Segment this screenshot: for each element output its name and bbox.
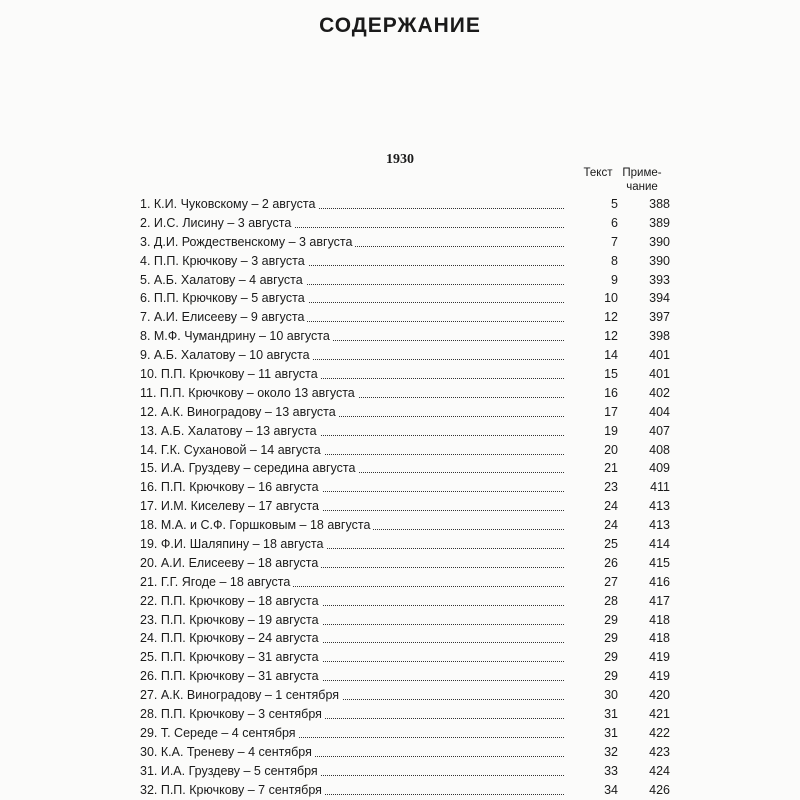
- entry-note-page: 413: [649, 518, 670, 533]
- contents-entry: [140, 327, 676, 346]
- entry-label: 18. М.А. и С.Ф. Горшковым – 18 августа: [140, 518, 373, 532]
- entry-note-page: 390: [649, 234, 670, 249]
- entry-text-page: 23: [604, 480, 618, 495]
- column-header-text: Текст: [583, 167, 613, 179]
- entry-label: 27. А.К. Виноградову – 1 сентября: [140, 688, 342, 702]
- entry-label: 24. П.П. Крючкову – 24 августа: [140, 631, 322, 645]
- entry-label: 3. Д.И. Рождественскому – 3 августа: [140, 235, 355, 249]
- entry-note-page: 397: [649, 310, 670, 325]
- contents-entry: [140, 441, 676, 460]
- contents-entry: [140, 271, 676, 290]
- contents-entry: [140, 743, 676, 762]
- entry-note-page: 418: [649, 631, 670, 646]
- entry-text-page: 30: [604, 688, 618, 703]
- entry-label: 28. П.П. Крючкову – 3 сентября: [140, 707, 325, 721]
- contents-entry: [140, 233, 676, 252]
- entry-note-page: 398: [649, 329, 670, 344]
- entry-text-page: 12: [604, 329, 618, 344]
- entry-text-page: 29: [604, 631, 618, 646]
- entry-note-page: 408: [649, 442, 670, 457]
- entry-label: 19. Ф.И. Шаляпину – 18 августа: [140, 537, 326, 551]
- contents-entry: [140, 629, 676, 648]
- entry-label: 16. П.П. Крючкову – 16 августа: [140, 480, 322, 494]
- contents-entry: [140, 781, 676, 800]
- entry-label: 2. И.С. Лисину – 3 августа: [140, 216, 294, 230]
- contents-entry: [140, 648, 676, 667]
- contents-entry: [140, 497, 676, 516]
- entry-note-page: 401: [649, 348, 670, 363]
- entry-text-page: 29: [604, 650, 618, 665]
- contents-entry: [140, 346, 676, 365]
- entry-text-page: 32: [604, 744, 618, 759]
- entry-note-page: 419: [649, 650, 670, 665]
- contents-entry: [140, 308, 676, 327]
- entry-label: 11. П.П. Крючкову – около 13 августа: [140, 386, 358, 400]
- entry-text-page: 15: [604, 367, 618, 382]
- entry-text-page: 9: [611, 272, 618, 287]
- entry-text-page: 24: [604, 518, 618, 533]
- contents-entry: [140, 384, 676, 403]
- contents-entry: [140, 459, 676, 478]
- entry-note-page: 422: [649, 725, 670, 740]
- entry-text-page: 7: [611, 234, 618, 249]
- entry-label: 29. Т. Середе – 4 сентября: [140, 726, 299, 740]
- contents-entry: [140, 422, 676, 441]
- entry-text-page: 10: [604, 291, 618, 306]
- entry-label: 23. П.П. Крючкову – 19 августа: [140, 613, 322, 627]
- contents-entry: [140, 705, 676, 724]
- page-title: СОДЕРЖАНИЕ: [319, 14, 481, 37]
- entry-text-page: 21: [604, 461, 618, 476]
- entry-note-page: 424: [649, 763, 670, 778]
- contents-entry: [140, 365, 676, 384]
- entry-note-page: 415: [649, 555, 670, 570]
- contents-entry: [140, 762, 676, 781]
- entry-note-page: 394: [649, 291, 670, 306]
- entry-note-page: 418: [649, 612, 670, 627]
- entry-text-page: 33: [604, 763, 618, 778]
- contents-entry: [140, 573, 676, 592]
- entry-label: 9. А.Б. Халатову – 10 августа: [140, 348, 313, 362]
- entry-label: 22. П.П. Крючкову – 18 августа: [140, 594, 322, 608]
- contents-list: [140, 195, 676, 800]
- contents-entry: [140, 686, 676, 705]
- entry-note-page: 390: [649, 253, 670, 268]
- contents-entry: [140, 554, 676, 573]
- entry-text-page: 25: [604, 537, 618, 552]
- entry-note-page: 407: [649, 423, 670, 438]
- contents-entry: [140, 516, 676, 535]
- entry-label: 4. П.П. Крючкову – 3 августа: [140, 254, 308, 268]
- entry-note-page: 420: [649, 688, 670, 703]
- entry-text-page: 31: [604, 725, 618, 740]
- entry-text-page: 16: [604, 385, 618, 400]
- entry-text-page: 14: [604, 348, 618, 363]
- entry-note-page: 393: [649, 272, 670, 287]
- entry-note-page: 413: [649, 499, 670, 514]
- entry-note-page: 401: [649, 367, 670, 382]
- entry-note-page: 402: [649, 385, 670, 400]
- entry-label: 5. А.Б. Халатову – 4 августа: [140, 273, 306, 287]
- column-header-note: Приме- чание: [622, 167, 662, 193]
- entry-note-page: 419: [649, 669, 670, 684]
- entry-label: 15. И.А. Груздеву – середина августа: [140, 461, 358, 475]
- entry-note-page: 411: [650, 480, 670, 495]
- entry-note-page: 414: [649, 537, 670, 552]
- entry-text-page: 24: [604, 499, 618, 514]
- entry-label: 8. М.Ф. Чумандрину – 10 августа: [140, 329, 333, 343]
- entry-label: 20. А.И. Елисееву – 18 августа: [140, 556, 321, 570]
- contents-entry: [140, 535, 676, 554]
- entry-note-page: 423: [649, 744, 670, 759]
- contents-entry: [140, 667, 676, 686]
- entry-label: 30. К.А. Треневу – 4 сентября: [140, 745, 315, 759]
- entry-text-page: 12: [604, 310, 618, 325]
- entry-text-page: 19: [604, 423, 618, 438]
- entry-label: 7. А.И. Елисееву – 9 августа: [140, 310, 307, 324]
- contents-entry: [140, 724, 676, 743]
- entry-text-page: 29: [604, 612, 618, 627]
- entry-label: 25. П.П. Крючкову – 31 августа: [140, 650, 322, 664]
- entry-note-page: 388: [649, 197, 670, 211]
- entry-label: 10. П.П. Крючкову – 11 августа: [140, 367, 321, 381]
- entry-text-page: 31: [604, 707, 618, 722]
- entry-note-page: 421: [649, 707, 670, 722]
- entry-note-page: 426: [649, 782, 670, 797]
- contents-entry: [140, 214, 676, 233]
- entry-label: 31. И.А. Груздеву – 5 сентября: [140, 764, 321, 778]
- entry-label: 13. А.Б. Халатову – 13 августа: [140, 424, 320, 438]
- entry-note-page: 409: [649, 461, 670, 476]
- entry-text-page: 29: [604, 669, 618, 684]
- contents-entry: [140, 289, 676, 308]
- entry-label: 26. П.П. Крючкову – 31 августа: [140, 669, 322, 683]
- entry-text-page: 5: [611, 197, 618, 211]
- entry-note-page: 417: [649, 593, 670, 608]
- entry-text-page: 6: [611, 215, 618, 230]
- year-heading: 1930: [386, 152, 414, 167]
- entry-label: 12. А.К. Виноградову – 13 августа: [140, 405, 339, 419]
- contents-entry: [140, 195, 676, 214]
- entry-label: 14. Г.К. Сухановой – 14 августа: [140, 443, 324, 457]
- entry-text-page: 26: [604, 555, 618, 570]
- entry-label: 1. К.И. Чуковскому – 2 августа: [140, 197, 318, 211]
- entry-note-page: 389: [649, 215, 670, 230]
- entry-text-page: 8: [611, 253, 618, 268]
- entry-label: 6. П.П. Крючкову – 5 августа: [140, 291, 308, 305]
- contents-entry: [140, 403, 676, 422]
- entry-label: 32. П.П. Крючкову – 7 сентября: [140, 783, 325, 797]
- entry-text-page: 27: [604, 574, 618, 589]
- entry-label: 17. И.М. Киселеву – 17 августа: [140, 499, 322, 513]
- entry-text-page: 34: [604, 782, 618, 797]
- entry-text-page: 28: [604, 593, 618, 608]
- contents-entry: [140, 611, 676, 630]
- contents-entry: [140, 252, 676, 271]
- contents-entry: [140, 592, 676, 611]
- entry-text-page: 20: [604, 442, 618, 457]
- entry-text-page: 17: [604, 404, 618, 419]
- entry-note-page: 416: [649, 574, 670, 589]
- entry-note-page: 404: [649, 404, 670, 419]
- contents-entry: [140, 478, 676, 497]
- entry-label: 21. Г.Г. Ягоде – 18 августа: [140, 575, 293, 589]
